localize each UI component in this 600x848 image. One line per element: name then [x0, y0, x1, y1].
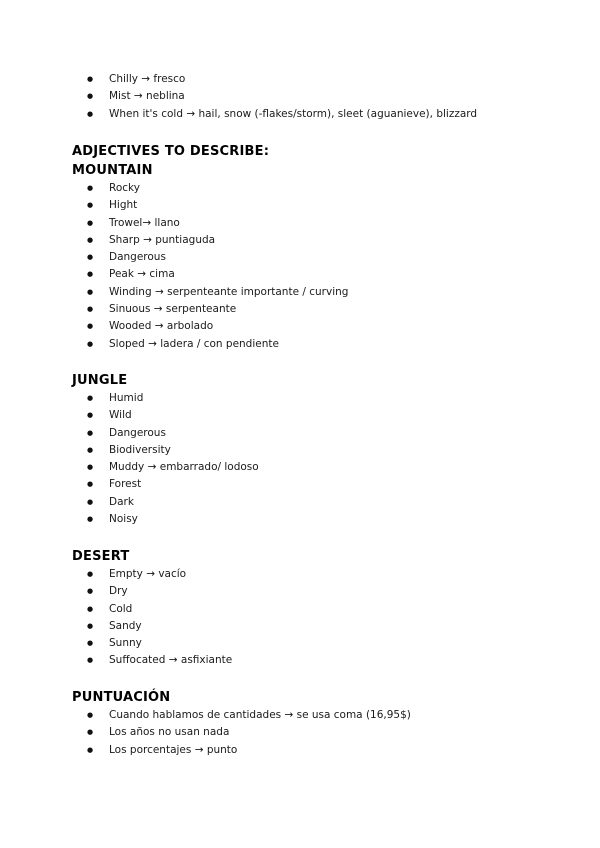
list-item: ● Chilly → fresco	[0, 71, 600, 88]
list-item: ● Mist → neblina	[0, 88, 600, 105]
list-item: ● Los años no usan nada	[0, 724, 600, 741]
list-item: ● Dangerous	[0, 249, 600, 266]
list-item: ● Cold	[0, 601, 600, 618]
list-item: ● Suffocated → asfixiante	[0, 652, 600, 669]
desert-heading: DESERT	[72, 549, 130, 564]
mountain-section	[0, 142, 600, 353]
list-item: ● Biodiversity	[0, 442, 600, 459]
mountain-list	[0, 180, 600, 353]
puntuacion-heading: PUNTUACIÓN	[72, 690, 171, 705]
list-item: ● Noisy	[0, 511, 600, 528]
list-item: ● Forest	[0, 476, 600, 493]
desert-section	[0, 547, 600, 670]
intro-list-block	[0, 71, 600, 123]
puntuacion-section	[0, 688, 600, 759]
desert-list	[0, 566, 600, 670]
list-item: ● Rocky	[0, 180, 600, 197]
list-item: ● Muddy → embarrado/ lodoso	[0, 459, 600, 476]
list-item: ● Peak → cima	[0, 266, 600, 283]
list-item: ● When it's cold → hail, snow (-flakes/storm), sleet (aguanieve), blizzard	[0, 106, 600, 123]
jungle-list	[0, 390, 600, 528]
list-item: ● Cuando hablamos de cantidades → se usa coma (16,95$)	[0, 707, 600, 724]
jungle-heading: JUNGLE	[72, 373, 128, 388]
list-item: ● Trowel→ llano	[0, 215, 600, 232]
list-item: ● Wooded → arbolado	[0, 318, 600, 335]
list-item: ● Humid	[0, 390, 600, 407]
jungle-section	[0, 371, 600, 528]
list-item: ● Wild	[0, 407, 600, 424]
list-item: ● Sunny	[0, 635, 600, 652]
mountain-heading: MOUNTAIN	[72, 163, 153, 178]
list-item: ● Dangerous	[0, 425, 600, 442]
list-item: ● Hight	[0, 197, 600, 214]
list-item: ● Los porcentajes → punto	[0, 742, 600, 759]
list-item: ● Winding → serpenteante importante / curving	[0, 284, 600, 301]
puntuacion-list	[0, 707, 600, 759]
adjectives-heading: ADJECTIVES TO DESCRIBE:	[72, 144, 270, 159]
list-item: ● Sinuous → serpenteante	[0, 301, 600, 318]
intro-list	[0, 71, 600, 123]
list-item: ● Dry	[0, 583, 600, 600]
list-item: ● Sloped → ladera / con pendiente	[0, 336, 600, 353]
list-item: ● Empty → vacío	[0, 566, 600, 583]
list-item: ● Sharp → puntiaguda	[0, 232, 600, 249]
list-item: ● Dark	[0, 494, 600, 511]
list-item: ● Sandy	[0, 618, 600, 635]
